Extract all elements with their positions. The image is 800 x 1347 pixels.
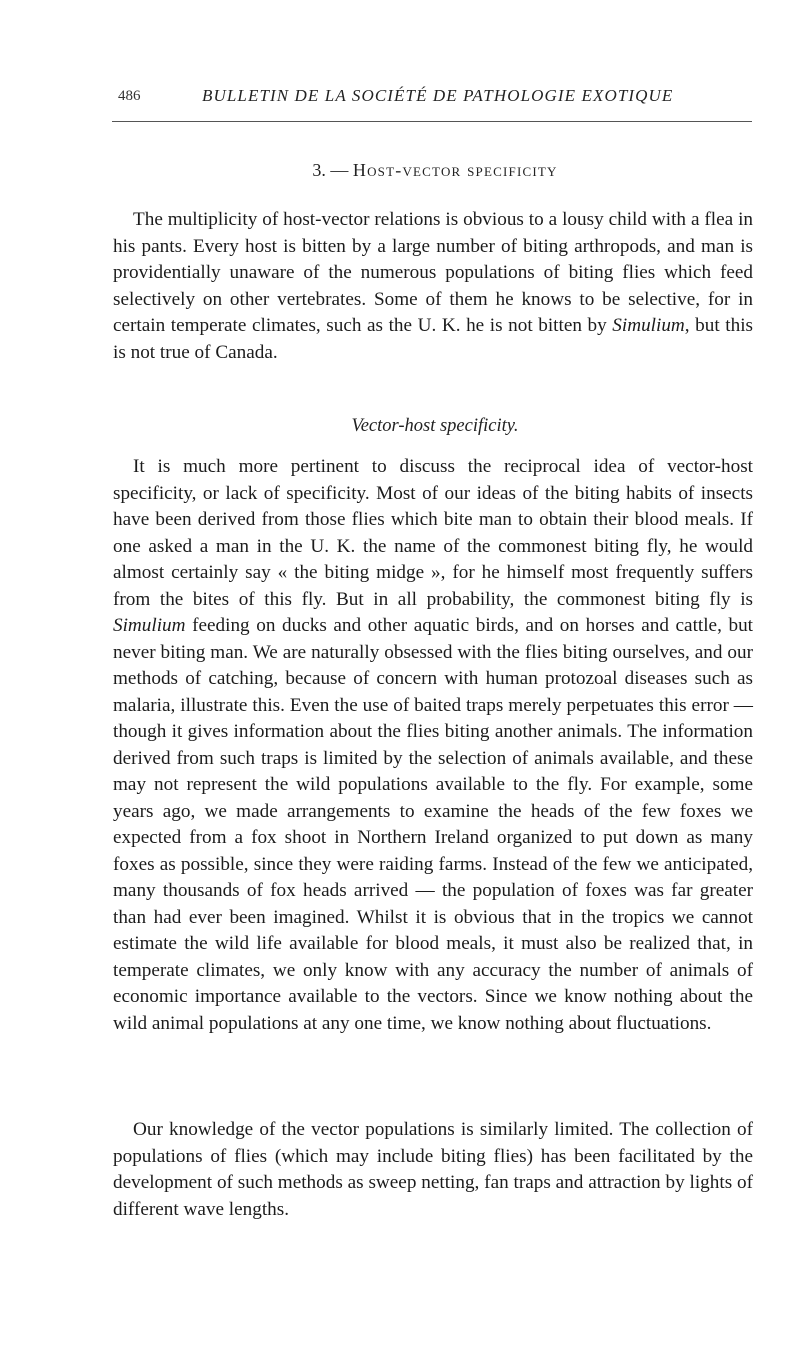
section-number: 3. —: [312, 160, 349, 180]
paragraph-text: The multiplicity of host-vector relations is obvious to a lousy child with a flea in his pants. Every host is bitten by a large number of biting arthropods, and man is providentially unaware of the numerous populations of biting flies which feed selectively on other vertebrates. Some of them he knows to be selective, for in certain temperate climates, such as the U. K. he is not bitten by Simulium, but this is not true of Canada.: [113, 209, 753, 363]
section-title: Host-vector specificity: [352, 160, 558, 180]
paragraph-text: Our knowledge of the vector populations is similarly limited. The collection of populations of flies (which may include biting flies) has been facilitated by the development of such methods as sweep netting, fan traps and attraction by lights of different wave lengths.: [113, 1119, 753, 1220]
paragraph-1: [113, 207, 753, 366]
paragraph-text: It is much more pertinent to discuss the reciprocal idea of vector-host specificity, or lack of specificity. Most of our ideas of the biting habits of insects have been derived from those flies which bite man to obtain their blood meals. If one asked a man in the U. K. the name of the commonest biting fly, he would almost certainly say « the biting midge », for he himself most frequently suffers from the bites of this fly. But in all probability, the commonest biting fly is Simulium feeding on ducks and other aquatic birds, and on horses and cattle, but never biting man. We are naturally obsessed with the flies biting ourselves, and our methods of catching, because of concern with human protozoal diseases such as malaria, illustrate this. Even the use of baited traps merely perpetuates this error — though it gives information about the flies biting another animals. The information derived from such traps is limited by the selection of animals available, and these may not represent the wild populations available to the fly. For example, some years ago, we made arrangements to examine the heads of the few foxes we expected from a fox shoot in Northern Ireland organized to put down as many foxes as possible, since they were raiding farms. Instead of the few we anticipated, many thousands of fox heads arrived — the population of foxes was far greater than had ever been imagined. Whilst it is obvious that in the tropics we cannot estimate the wild life available for blood meals, it must also be realized that, in temperate climates, we only know with any accuracy the number of animals of economic importance available to the vectors. Since we know nothing about the wild animal populations at any one time, we know nothing about fluctuations.: [113, 456, 753, 1034]
section-heading: [0, 160, 800, 181]
header-rule: [112, 121, 752, 122]
paragraph-2: [113, 454, 753, 1037]
journal-title: BULLETIN DE LA SOCIÉTÉ DE PATHOLOGIE EXOTIQUE: [202, 86, 674, 105]
subheading: Vector-host specificity.: [351, 416, 519, 436]
running-header: [118, 86, 754, 112]
taxon-name: Simulium: [113, 615, 186, 636]
taxon-name: Simulium: [612, 315, 685, 336]
paragraph-3: [113, 1117, 753, 1223]
page-number: 486: [118, 88, 141, 104]
